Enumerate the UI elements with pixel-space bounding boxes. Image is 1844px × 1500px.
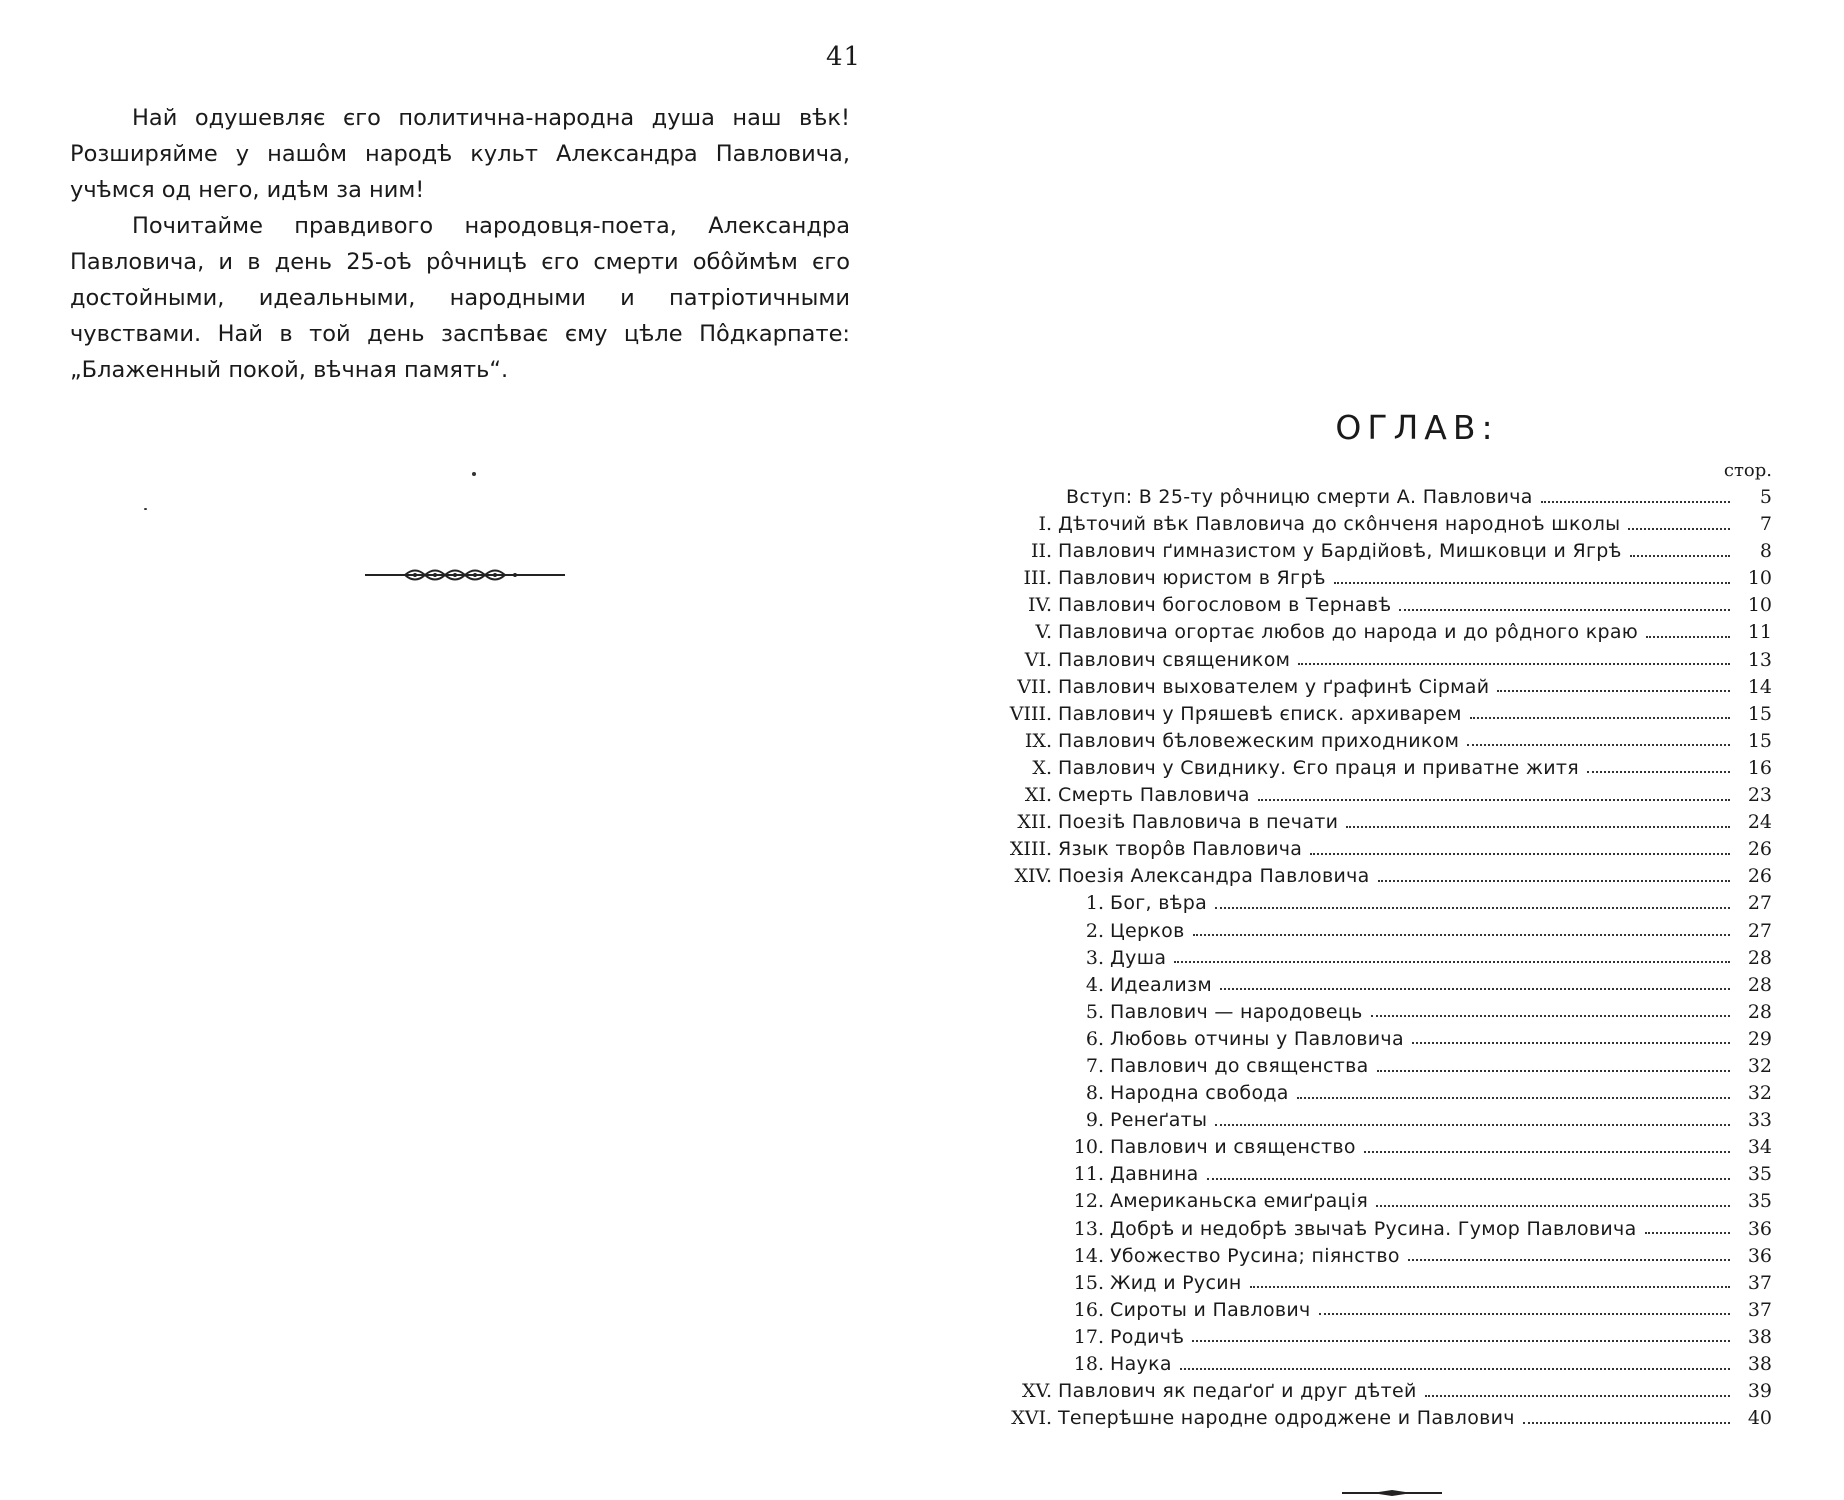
- toc-entry-title: Теперѣшне народне одроджене и Павлович: [1058, 1407, 1515, 1430]
- toc-entry-page: 11: [1747, 621, 1772, 644]
- toc-entry-page: 36: [1747, 1217, 1772, 1240]
- toc-entry-number: III.: [1023, 567, 1052, 590]
- toc-entry-title: Смерть Павловича: [1058, 784, 1250, 807]
- toc-entry-page: 34: [1747, 1136, 1772, 1159]
- toc-entry-page: 35: [1747, 1190, 1772, 1213]
- toc-entry-number: 14.: [1073, 1244, 1104, 1267]
- dot-leader: [1215, 907, 1730, 909]
- toc-subentry: [960, 1270, 1772, 1297]
- toc-entry-title: Бог, вѣра: [1110, 892, 1208, 915]
- dot-leader: [1587, 771, 1730, 773]
- toc-entry-page: 15: [1747, 702, 1772, 725]
- dot-leader: [1497, 690, 1730, 692]
- dot-leader: [1467, 744, 1730, 746]
- toc-entry-number: V.: [1035, 621, 1052, 644]
- toc-entry: [960, 1378, 1772, 1405]
- dot-leader: [1346, 826, 1730, 828]
- toc-entry: [960, 511, 1772, 538]
- toc-entry: [960, 1405, 1772, 1432]
- toc-entry-title: Павлович юристом в Ягрѣ: [1058, 567, 1326, 590]
- dot-leader: [1378, 880, 1730, 882]
- toc-entry-number: 5.: [1085, 1000, 1104, 1023]
- dot-leader: [1425, 1395, 1730, 1397]
- toc-entry-page: 23: [1747, 784, 1772, 807]
- toc-subentry: [960, 945, 1772, 972]
- dot-leader: [1250, 1286, 1730, 1288]
- toc-entry: [960, 809, 1772, 836]
- toc-entry-number: 12.: [1073, 1190, 1104, 1213]
- toc-subentry: [960, 1188, 1772, 1215]
- toc-entry-page: 32: [1747, 1082, 1772, 1105]
- toc-subentry: [960, 1161, 1772, 1188]
- toc-entry-title: Родичѣ: [1110, 1325, 1185, 1348]
- toc-entry-page: 36: [1747, 1244, 1772, 1267]
- left-page: [60, 30, 860, 1470]
- dot-leader: [1193, 934, 1730, 936]
- toc-entry-number: 6.: [1085, 1027, 1104, 1050]
- toc-entry-page: 27: [1747, 919, 1772, 942]
- toc-entry-page: 32: [1747, 1054, 1772, 1077]
- toc-subentry: [960, 918, 1772, 945]
- toc-entry-title: Народна свобода: [1110, 1082, 1289, 1105]
- toc-entry-number: VIII.: [1009, 702, 1052, 725]
- toc-entry-number: VI.: [1024, 648, 1052, 671]
- toc-entry-title: Любовь отчины у Павловича: [1110, 1027, 1404, 1050]
- toc-entry-page: 13: [1747, 648, 1772, 671]
- toc-entry: [960, 728, 1772, 755]
- toc-entry-number: 7.: [1085, 1054, 1104, 1077]
- toc-entry-title: Поезіѣ Павловича в печати: [1058, 811, 1339, 834]
- toc-entry: [960, 701, 1772, 728]
- toc-entry-number: 18.: [1073, 1353, 1104, 1375]
- toc-entry-number: 8.: [1085, 1082, 1104, 1105]
- toc-entry-page: 10: [1747, 567, 1772, 590]
- toc-entry-title: Дѣточий вѣк Павловича до скôнченя народноѣ школы: [1058, 513, 1621, 536]
- closing-text: [70, 100, 850, 388]
- toc-entry-number: XIV.: [1014, 865, 1052, 888]
- dot-leader: [1645, 1232, 1730, 1234]
- toc-entry-page: 14: [1747, 675, 1772, 698]
- print-speck: [472, 472, 476, 476]
- toc-entry-number: 10.: [1073, 1136, 1104, 1159]
- toc-entry-number: 11.: [1073, 1163, 1104, 1186]
- toc-entry-title: Павлович у Пряшевѣ єписк. архиварем: [1058, 702, 1462, 725]
- toc-entry-page: 10: [1747, 594, 1772, 617]
- dot-leader: [1297, 1097, 1730, 1099]
- toc-entry-page: 35: [1747, 1163, 1772, 1186]
- toc-entry-number: 13.: [1073, 1217, 1104, 1240]
- dot-leader: [1319, 1313, 1730, 1315]
- toc-entry-number: VII.: [1017, 675, 1052, 698]
- toc-entry-number: II.: [1030, 540, 1052, 563]
- toc-subentry: [960, 1080, 1772, 1107]
- right-page: [960, 0, 1804, 1500]
- dot-leader: [1541, 501, 1730, 503]
- toc-entry: [960, 863, 1772, 890]
- dot-leader: [1258, 799, 1730, 801]
- page-column-header: стор.: [1723, 460, 1772, 481]
- toc-subentry: [960, 972, 1772, 999]
- toc-subentry: [960, 1053, 1772, 1080]
- toc-entry-title: Поезія Александра Павловича: [1058, 865, 1370, 888]
- toc-entry-title: Павлович ґимназистом у Бардійовѣ, Мишковци и Ягрѣ: [1058, 540, 1622, 563]
- toc-entry-title: Давнина: [1110, 1163, 1199, 1186]
- toc-entry-number: 2.: [1085, 919, 1104, 942]
- page-number: 41: [826, 42, 862, 72]
- toc-entry-page: 8: [1759, 540, 1772, 563]
- toc-entry: [960, 836, 1772, 863]
- toc-entry-number: I.: [1038, 513, 1052, 536]
- dot-leader: [1298, 663, 1730, 665]
- dot-leader: [1377, 1070, 1730, 1072]
- dot-leader: [1180, 1368, 1730, 1370]
- toc-entry-title: Павлович у Свиднику. Єго праця и приватне житя: [1058, 756, 1579, 779]
- toc-entry-page: 40: [1747, 1407, 1772, 1430]
- toc-entry-title: Идеализм: [1110, 973, 1213, 996]
- toc-entry-title: Церков: [1110, 919, 1185, 942]
- end-ornament: [1342, 1488, 1442, 1498]
- toc-entry-page: 37: [1747, 1271, 1772, 1294]
- dot-leader: [1215, 1124, 1730, 1126]
- toc-entry-number: XVI.: [1011, 1407, 1052, 1430]
- toc-intro-entry: [960, 484, 1772, 511]
- toc-entry-title: Павлович священиком: [1058, 648, 1291, 671]
- toc-entry: [960, 647, 1772, 674]
- dot-leader: [1408, 1259, 1730, 1261]
- toc-entry-page: 7: [1759, 513, 1772, 536]
- dot-leader: [1470, 717, 1730, 719]
- paragraph-1: Най одушевляє єго политична-народна душа наш вѣк! Розширяйме у нашôм народѣ культ Александра Павловича, учѣмся од него, идѣм за ним!: [70, 105, 850, 203]
- toc-entry-page: 24: [1747, 811, 1772, 834]
- toc-subentry: [960, 999, 1772, 1026]
- toc-entry-page: 33: [1747, 1109, 1772, 1132]
- dot-leader: [1310, 853, 1730, 855]
- paragraph-2: Почитайме правдивого народовця-поета, Александра Павловича, и в день 25-оѣ рôчницѣ єго смерти обôймѣм єго достойными, идеальными, народными и патріотичными чувствами. Най в той день заспѣває єму цѣле Пôдкарпате: „Блаженный покой, вѣчная память“.: [70, 213, 850, 383]
- toc-subentry: [960, 1134, 1772, 1161]
- dot-leader: [1399, 609, 1730, 611]
- toc-entry-title: Наука: [1110, 1353, 1172, 1375]
- toc-entry-title: Павлович богословом в Тернавѣ: [1058, 594, 1392, 617]
- toc-subentry: [960, 1107, 1772, 1134]
- toc-entry-page: 26: [1747, 838, 1772, 861]
- toc-subentry: [960, 1026, 1772, 1053]
- dot-leader: [1630, 555, 1730, 557]
- toc-subentry: [960, 1216, 1772, 1243]
- toc-entry-title: Сироты и Павлович: [1110, 1298, 1311, 1321]
- dot-leader: [1364, 1151, 1730, 1153]
- dot-leader: [1523, 1422, 1730, 1424]
- toc-entry-number: XIII.: [1009, 838, 1052, 861]
- dot-leader: [1371, 1015, 1730, 1017]
- toc-entry-number: XV.: [1022, 1380, 1052, 1403]
- toc-entry-number: IV.: [1028, 594, 1052, 617]
- toc-entry: [960, 755, 1772, 782]
- dot-leader: [1646, 636, 1730, 638]
- toc-entry: [960, 592, 1772, 619]
- toc-entry-title: Добрѣ и недобрѣ звычаѣ Русина. Гумор Павловича: [1110, 1217, 1637, 1240]
- toc-subentry: [960, 1297, 1772, 1324]
- toc-entry-page: 29: [1747, 1027, 1772, 1050]
- toc-entry-number: XI.: [1024, 784, 1052, 807]
- toc-entry-title: Павлович и священство: [1110, 1136, 1356, 1159]
- table-of-contents: [960, 484, 1772, 1432]
- toc-entry-number: 9.: [1085, 1109, 1104, 1132]
- toc-entry-title: Павлович як педаґоґ и друг дѣтей: [1058, 1380, 1417, 1403]
- toc-entry-page: 28: [1747, 1000, 1772, 1023]
- toc-entry-number: 3.: [1085, 946, 1104, 969]
- toc-entry-title: Американьска емиґрація: [1110, 1190, 1369, 1213]
- toc-entry-number: IX.: [1024, 729, 1052, 752]
- toc-entry: [960, 674, 1772, 701]
- dot-leader: [1628, 528, 1730, 530]
- toc-entry-number: XII.: [1017, 811, 1052, 834]
- toc-entry-page: 38: [1747, 1325, 1772, 1348]
- toc-entry-page: 15: [1747, 729, 1772, 752]
- toc-entry-page: 16: [1747, 756, 1772, 779]
- toc-entry-page: 5: [1759, 486, 1772, 508]
- dot-leader: [1412, 1042, 1730, 1044]
- toc-entry-title: Ренеґаты: [1110, 1109, 1208, 1132]
- end-ornament: [365, 560, 565, 590]
- toc-entry-number: 1.: [1085, 892, 1104, 915]
- toc-entry-number: X.: [1032, 756, 1052, 779]
- toc-entry-page: 37: [1747, 1298, 1772, 1321]
- dot-leader: [1334, 582, 1730, 584]
- toc-entry-title: Павловича огортає любов до народа и до рôдного краю: [1058, 621, 1639, 644]
- toc-entry-title: Павлович до священства: [1110, 1054, 1369, 1077]
- toc-entry-title: Жид и Русин: [1110, 1271, 1242, 1294]
- toc-entry-number: 16.: [1073, 1298, 1104, 1321]
- toc-entry-page: 38: [1747, 1353, 1772, 1375]
- toc-entry: [960, 538, 1772, 565]
- toc-entry-title: Язык творôв Павловича: [1058, 838, 1303, 861]
- dot-leader: [1207, 1178, 1730, 1180]
- dot-leader: [1192, 1340, 1730, 1342]
- toc-subentry: [960, 1324, 1772, 1351]
- toc-entry: [960, 782, 1772, 809]
- print-speck: [144, 508, 147, 510]
- toc-entry-page: 39: [1747, 1380, 1772, 1403]
- toc-subentry: [960, 1351, 1772, 1378]
- toc-entry-title: Убожество Русина; піянство: [1110, 1244, 1400, 1267]
- toc-entry-title: Душа: [1110, 946, 1167, 969]
- toc-title: ОГЛАВ:: [1335, 408, 1499, 447]
- toc-entry-title: Павлович — народовець: [1110, 1000, 1363, 1023]
- dot-leader: [1174, 961, 1730, 963]
- toc-entry-page: 26: [1747, 865, 1772, 888]
- toc-entry-title: Павлович бѣловежеским приходником: [1058, 729, 1460, 752]
- dot-leader: [1220, 988, 1730, 990]
- dot-leader: [1376, 1205, 1730, 1207]
- toc-subentry: [960, 890, 1772, 917]
- toc-entry-page: 28: [1747, 946, 1772, 969]
- toc-entry: [960, 565, 1772, 592]
- toc-subentry: [960, 1243, 1772, 1270]
- toc-entry: [960, 619, 1772, 646]
- toc-entry-page: 28: [1747, 973, 1772, 996]
- toc-entry-number: 4.: [1085, 973, 1104, 996]
- toc-entry-number: 17.: [1073, 1325, 1104, 1348]
- toc-entry-title: Вступ: В 25-ту рôчницю смерти А. Павловича: [1066, 486, 1533, 508]
- toc-entry-page: 27: [1747, 892, 1772, 915]
- toc-entry-title: Павлович выхователем у ґрафинѣ Сірмай: [1058, 675, 1490, 698]
- toc-entry-number: 15.: [1073, 1271, 1104, 1294]
